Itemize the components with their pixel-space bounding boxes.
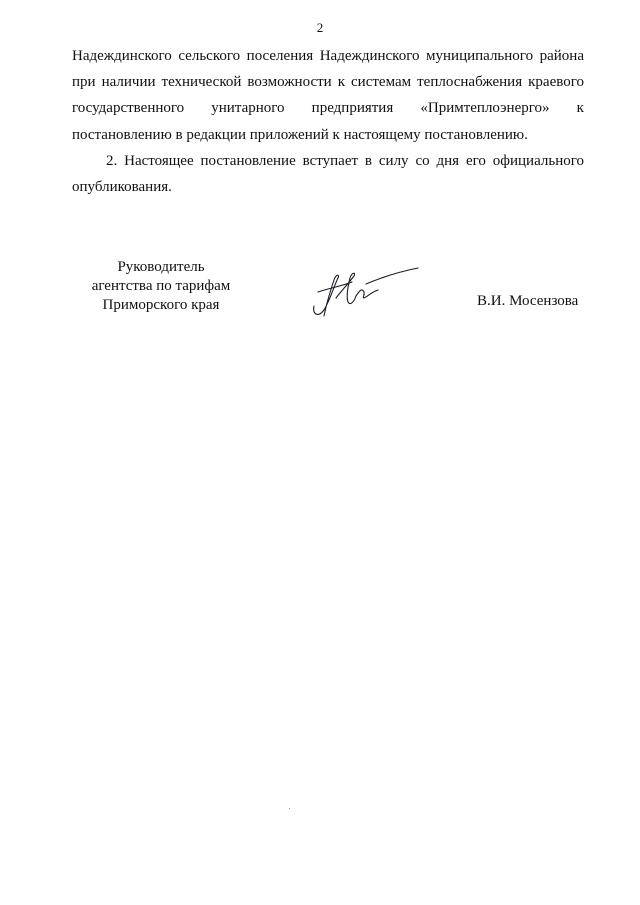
paragraph-1-line-3 <box>72 99 584 117</box>
paragraph-1-line-4: постановлению в редакции приложений к настоящему постановлению. <box>72 127 528 143</box>
page-number: 2 <box>316 20 324 35</box>
paragraph-1-line-1 <box>72 47 584 65</box>
word: государственного <box>72 100 185 116</box>
paragraph-2-line-1 <box>106 152 584 170</box>
signatory-title-line: Руководитель <box>117 259 205 275</box>
signatory-title-line: агентства по тарифам <box>91 278 231 294</box>
paragraph-1-line-2 <box>72 73 584 91</box>
handwritten-signature <box>308 262 423 324</box>
signatory-title <box>76 258 246 315</box>
scan-speck <box>289 808 290 809</box>
word: предприятия <box>311 100 394 116</box>
paragraph-2-line-2: опубликования. <box>72 179 172 195</box>
text-line: 2. Настоящее постановление вступает в силу со дня его официального <box>106 153 584 169</box>
word: унитарного <box>211 100 285 116</box>
signatory-name: В.И. Мосензова <box>477 293 579 309</box>
signatory-title-line: Приморского края <box>102 297 220 313</box>
word: к <box>576 100 584 116</box>
text-line: при наличии технической возможности к системам теплоснабжения краевого <box>72 74 584 90</box>
word: «Примтеплоэнерго» <box>420 100 550 116</box>
text-line: Надеждинского сельского поселения Надеждинского муниципального района <box>72 48 584 64</box>
